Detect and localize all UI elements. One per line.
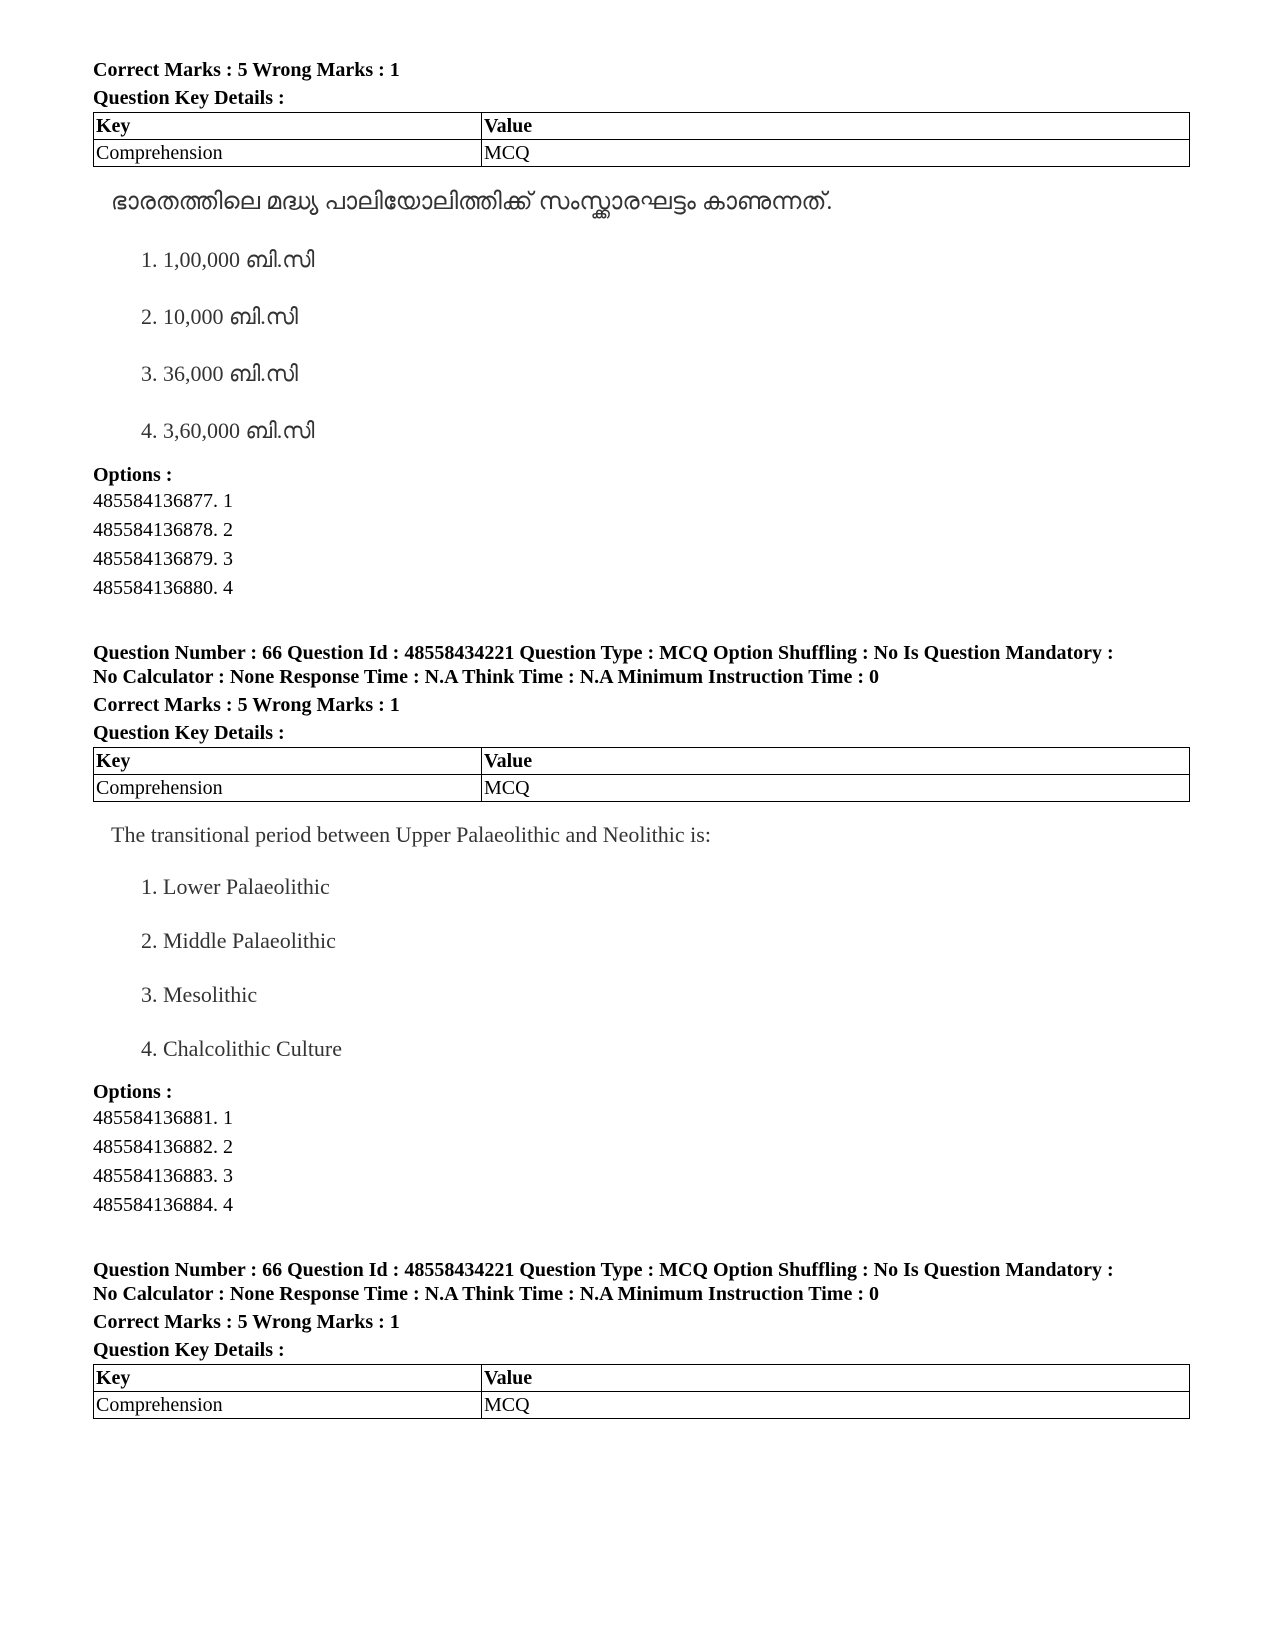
question-header-line-1: Question Number : 66 Question Id : 48558434221 Question Type : MCQ Option Shuffling : No Is Question Mandatory : bbox=[93, 1259, 1114, 1281]
option-id-2: 485584136882. 2 bbox=[93, 1136, 233, 1158]
question-block-2 bbox=[93, 641, 1190, 1220]
question-stem: The transitional period between Upper Palaeolithic and Neolithic is: bbox=[111, 822, 711, 847]
table-row bbox=[94, 140, 1190, 167]
option-id-3: 485584136879. 3 bbox=[93, 548, 233, 570]
table-cell-value: MCQ bbox=[482, 775, 1190, 802]
marks-line: Correct Marks : 5 Wrong Marks : 1 bbox=[93, 59, 400, 81]
table-header-value: Value bbox=[482, 113, 1190, 140]
table-cell-value: MCQ bbox=[482, 140, 1190, 167]
question-stem: ഭാരതത്തിലെ മദ്ധ്യ പാലിയോലിത്തിക്ക് സംസ്ക്കാരഘട്ടം കാണുന്നത്. bbox=[111, 189, 833, 215]
table-header-key: Key bbox=[94, 748, 482, 775]
option-id-1: 485584136881. 1 bbox=[93, 1107, 233, 1129]
key-details-title: Question Key Details : bbox=[93, 87, 285, 109]
table-header-row bbox=[94, 748, 1190, 775]
option-id-4: 485584136880. 4 bbox=[93, 577, 233, 599]
table-cell-key: Comprehension bbox=[94, 140, 482, 167]
table-header-value: Value bbox=[482, 748, 1190, 775]
question-header-line-2: No Calculator : None Response Time : N.A Think Time : N.A Minimum Instruction Time : 0 bbox=[93, 666, 879, 688]
table-cell-value: MCQ bbox=[482, 1392, 1190, 1419]
question-option-3: 3. 36,000 ബി.സി bbox=[141, 361, 298, 386]
option-id-3: 485584136883. 3 bbox=[93, 1165, 233, 1187]
table-cell-key: Comprehension bbox=[94, 775, 482, 802]
table-row bbox=[94, 775, 1190, 802]
question-option-2: 2. 10,000 ബി.സി bbox=[141, 304, 298, 329]
key-details-table bbox=[93, 112, 1190, 167]
marks-line: Correct Marks : 5 Wrong Marks : 1 bbox=[93, 1311, 400, 1333]
option-id-2: 485584136878. 2 bbox=[93, 519, 233, 541]
question-option-4: 4. 3,60,000 ബി.സി bbox=[141, 418, 315, 443]
key-details-title: Question Key Details : bbox=[93, 1339, 285, 1361]
question-option-1: 1. 1,00,000 ബി.സി bbox=[141, 247, 315, 272]
option-id-1: 485584136877. 1 bbox=[93, 490, 233, 512]
key-details-title: Question Key Details : bbox=[93, 722, 285, 744]
question-option-3: 3. Mesolithic bbox=[141, 982, 258, 1007]
table-row bbox=[94, 1392, 1190, 1419]
options-title: Options : bbox=[93, 464, 173, 486]
key-details-table bbox=[93, 747, 1190, 802]
question-block-1 bbox=[93, 58, 1190, 603]
table-header-row bbox=[94, 113, 1190, 140]
key-details-table bbox=[93, 1364, 1190, 1419]
options-title: Options : bbox=[93, 1081, 173, 1103]
document-page bbox=[93, 58, 1190, 1419]
question-image bbox=[93, 167, 1190, 457]
question-option-1: 1. Lower Palaeolithic bbox=[141, 874, 330, 899]
question-image bbox=[93, 802, 1190, 1072]
option-id-4: 485584136884. 4 bbox=[93, 1194, 233, 1216]
question-header-line-1: Question Number : 66 Question Id : 48558434221 Question Type : MCQ Option Shuffling : No Is Question Mandatory : bbox=[93, 642, 1114, 664]
table-header-row bbox=[94, 1365, 1190, 1392]
table-header-value: Value bbox=[482, 1365, 1190, 1392]
question-block-3 bbox=[93, 1258, 1190, 1419]
table-header-key: Key bbox=[94, 113, 482, 140]
question-option-2: 2. Middle Palaeolithic bbox=[141, 928, 336, 953]
marks-line: Correct Marks : 5 Wrong Marks : 1 bbox=[93, 694, 400, 716]
question-header-line-2: No Calculator : None Response Time : N.A Think Time : N.A Minimum Instruction Time : 0 bbox=[93, 1283, 879, 1305]
question-option-4: 4. Chalcolithic Culture bbox=[141, 1036, 343, 1061]
table-header-key: Key bbox=[94, 1365, 482, 1392]
table-cell-key: Comprehension bbox=[94, 1392, 482, 1419]
